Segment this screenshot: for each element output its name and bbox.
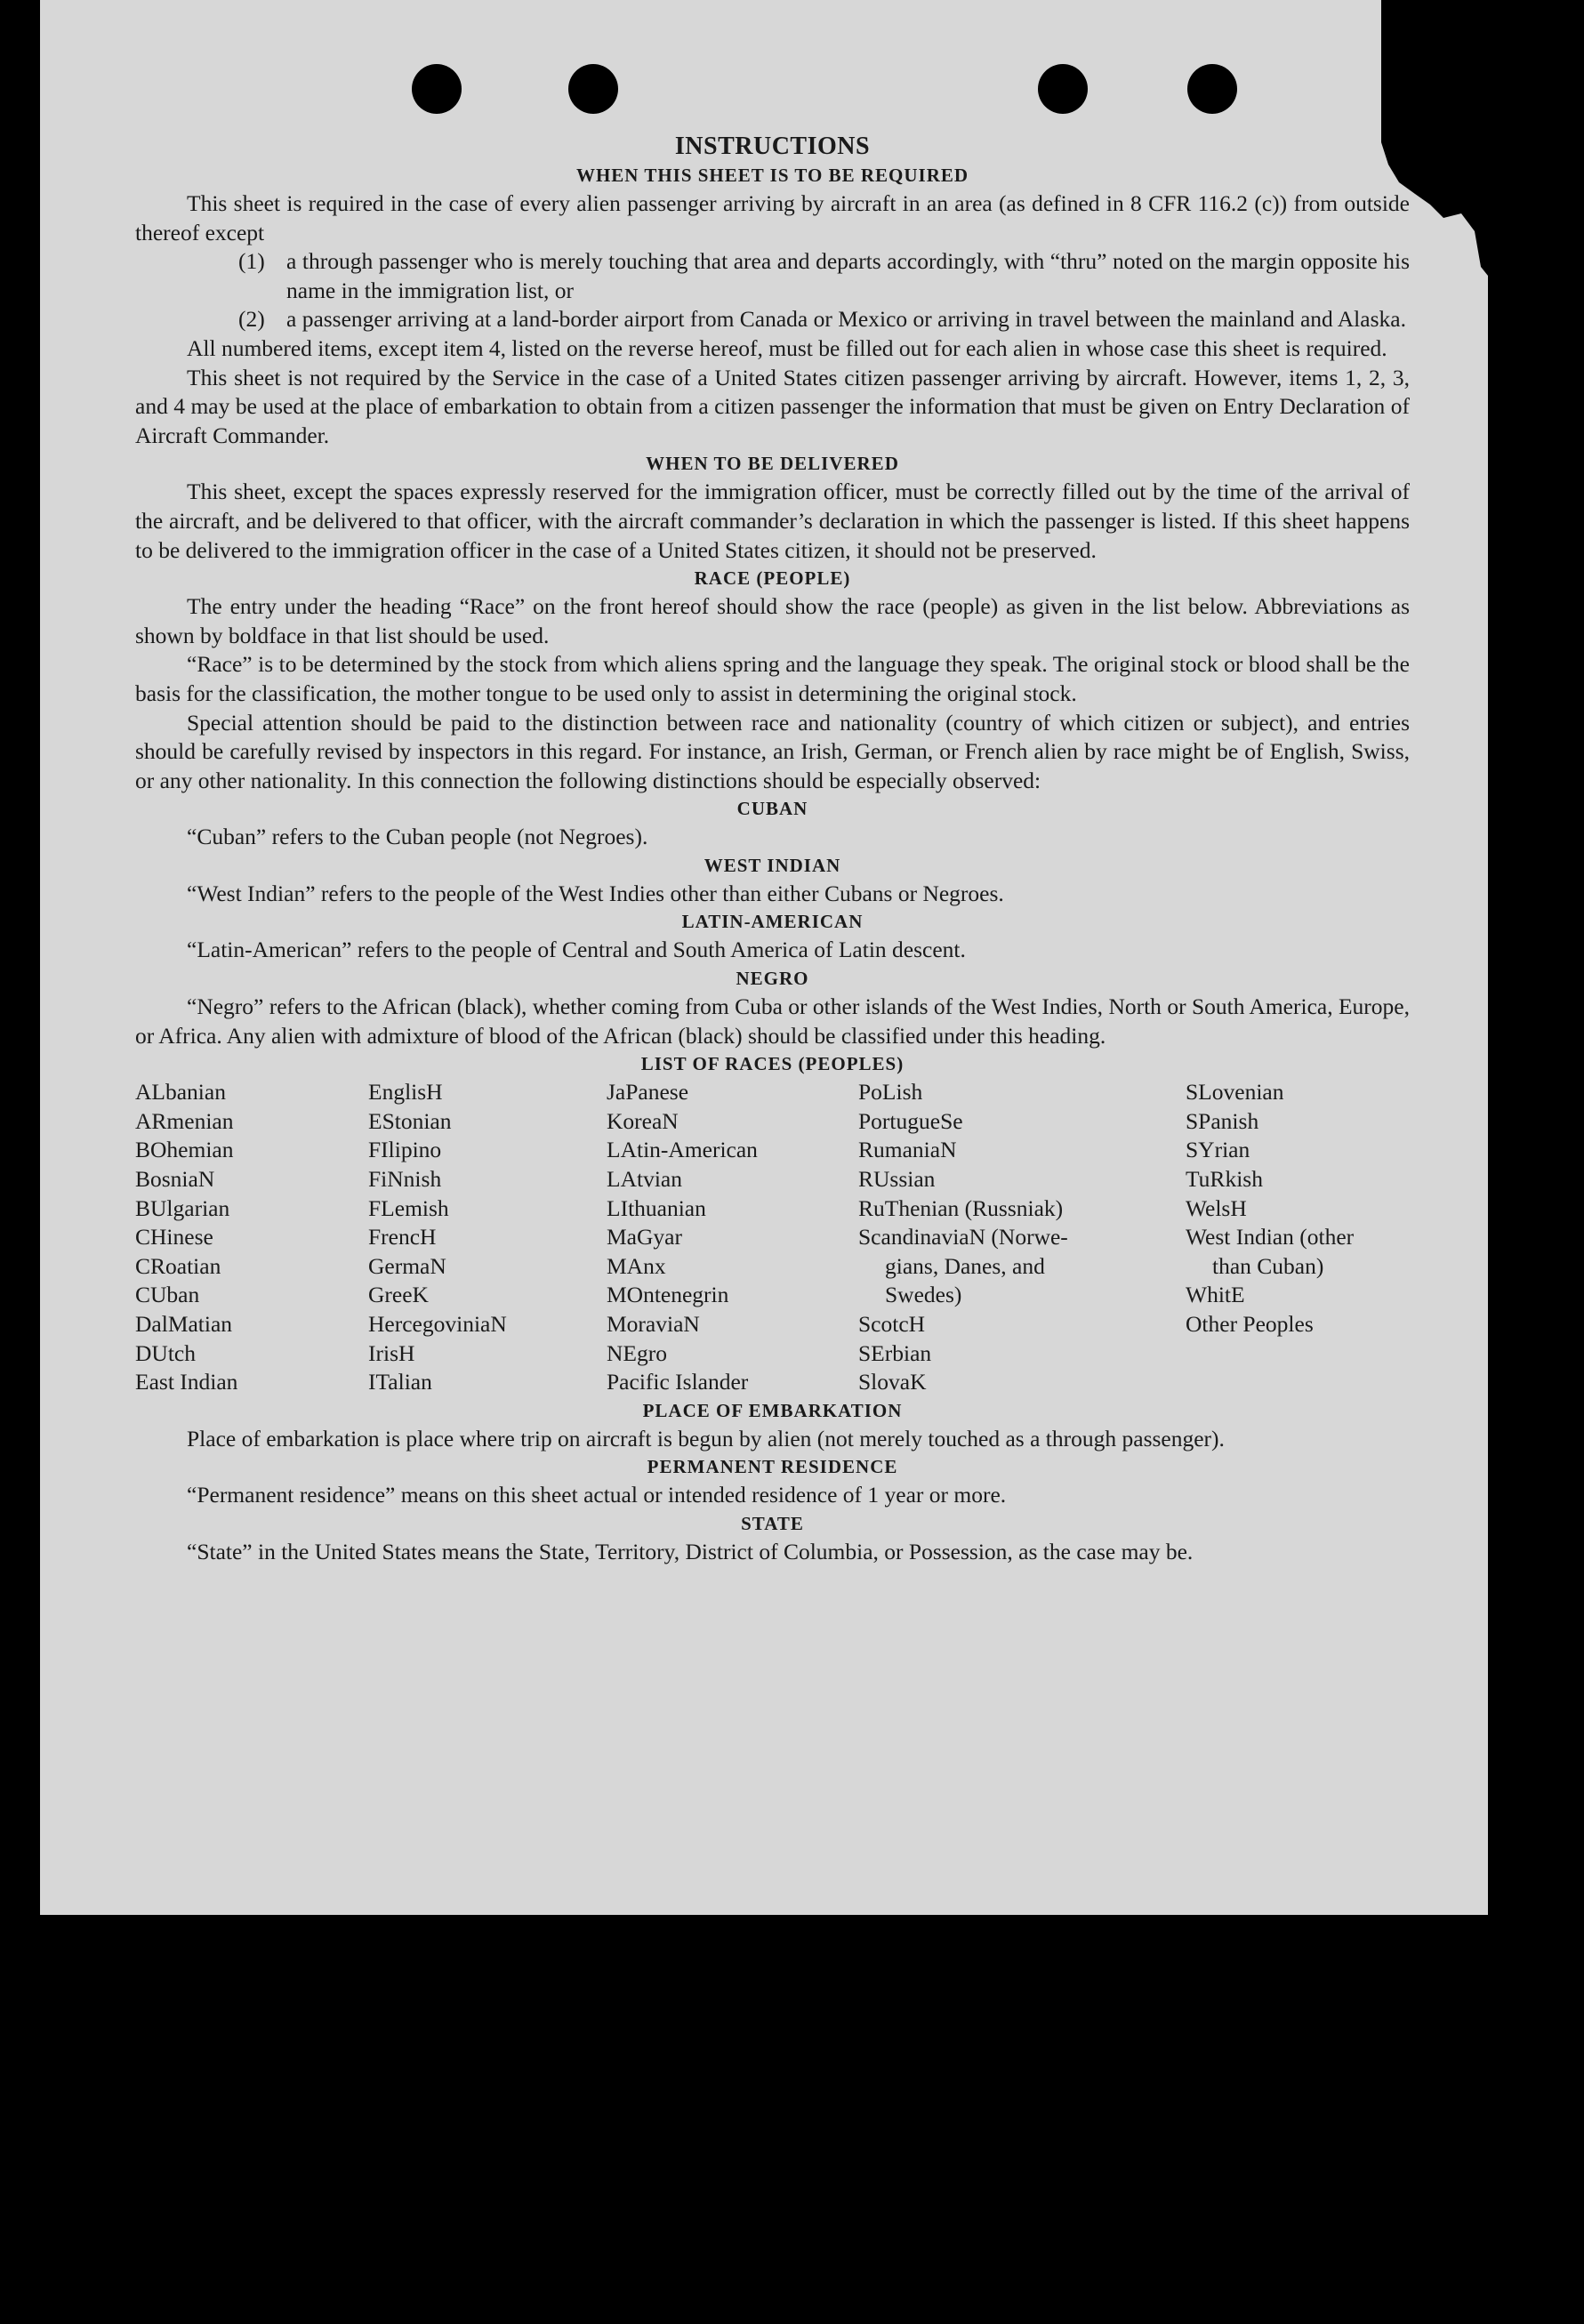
race-entry: Pacific Islander [607,1369,749,1395]
race-list-table [135,1078,1410,1397]
race-entry: BUlgarian [135,1194,230,1221]
race-entry: ITalian [368,1369,432,1395]
race-column-3 [607,1078,858,1397]
race-entry: MoraviaN [607,1311,700,1337]
race-entry: WelsH [1186,1194,1247,1221]
race-column-5 [1186,1078,1410,1397]
race-entry: ARmenian [135,1107,234,1134]
race-entry: GermaN [368,1252,446,1279]
race-column-1 [135,1078,368,1397]
race-entry: SErbian [858,1339,932,1366]
race-entry: East Indian [135,1369,238,1395]
race-entry: NEgro [607,1339,667,1366]
exception-item-text: a through passenger who is merely touching that area and departs accordingly, with “thru” noted on the margin opposite his name in the immigration list, or [286,248,1410,303]
race-entry: MaGyar [607,1224,682,1250]
heading-latin-american: LATIN-AMERICAN [681,911,864,933]
west-indian-para: “West Indian” refers to the people of the West Indies other than either Cubans or Negroes. [187,880,1004,906]
race-entry: CUban [135,1282,200,1308]
race-entry: GreeK [368,1282,429,1308]
embarkation-para: Place of embarkation is place where trip on aircraft is begun by alien (not merely touched as a through passenger). [187,1425,1225,1451]
punch-hole-3 [1038,64,1088,114]
page-title: INSTRUCTIONS [674,133,871,160]
exception-item-2 [238,305,1410,334]
state-para: “State” in the United States means the State, Territory, District of Columbia, or Possession, as the case may be. [187,1538,1194,1564]
race-entry: PortugueSe [858,1107,963,1134]
race-entry: TuRkish [1186,1166,1263,1193]
residence-para: “Permanent residence” means on this sheet actual or intended residence of 1 year or more. [187,1482,1007,1508]
race-entry: LAtin-American [607,1137,758,1163]
heading-cuban: CUBAN [736,798,808,820]
race-entry: LIthuanian [607,1194,706,1221]
exception-item-1 [238,247,1410,305]
race-entry: SYrian [1186,1137,1250,1163]
race-entry: FiNnish [368,1166,442,1193]
heading-list-of-races: LIST OF RACES (PEOPLES) [640,1053,905,1075]
heading-when-required: WHEN THIS SHEET IS TO BE REQUIRED [575,165,969,186]
punch-hole-2 [568,64,618,114]
when-required-para3: This sheet is not required by the Service in the case of a United States citizen passenger arriving by aircraft. However, items 1, 2, 3, and 4 may be used at the place of embarkation to obtain from a citizen passenger the information that must be given on Entry Declaration of Aircraft Commander. [135,364,1410,448]
race-entry: BOhemian [135,1137,234,1163]
race-entry: ALbanian [135,1079,226,1106]
exception-item-text: a passenger arriving at a land-border airport from Canada or Mexico or arriving in travel between the mainland and Alaska. [286,306,1406,333]
race-entry: ScandinaviaN (Norwe- [858,1224,1068,1250]
race-entry: RuThenian (Russniak) [858,1194,1064,1221]
race-entry: JaPanese [607,1079,689,1106]
heading-when-delivered: WHEN TO BE DELIVERED [646,453,899,475]
race-entry: LAtvian [607,1166,682,1193]
when-delivered-para: This sheet, except the spaces expressly reserved for the immigration officer, must be correctly filled out by the time of the arrival of the aircraft, and be delivered to that officer, with the aircraft commander’s declaration in which the passenger is listed. If this sheet happens to be delivered to the immigration officer in the case of a United States citizen, it should not be preserved. [135,478,1410,563]
punch-hole-1 [412,64,462,114]
race-entry: MOntenegrin [607,1282,729,1308]
race-entry: EnglisH [368,1079,443,1106]
race-entry: BosniaN [135,1166,215,1193]
race-entry: WhitE [1186,1282,1245,1308]
race-entry: EStonian [368,1107,452,1134]
when-required-intro: This sheet is required in the case of every alien passenger arriving by aircraft in an area (as defined in 8 CFR 116.2 (c)) from outside thereof except [135,190,1410,245]
heading-race: RACE (PEOPLE) [694,567,851,590]
race-entry: SlovaK [858,1369,927,1395]
race-entry: SPanish [1186,1107,1259,1134]
heading-west-indian: WEST INDIAN [704,854,841,876]
exception-item-number: (1) [238,248,265,275]
race-entry: CHinese [135,1224,213,1250]
race-entry: FrencH [368,1224,437,1250]
instructions-content [135,132,1410,1567]
race-column-2 [368,1078,607,1397]
negro-para: “Negro” refers to the African (black), whether coming from Cuba or other islands of the West Indies, North or South America, Europe, or Africa. Any alien with admixture of blood of the African (black) should be classified under this heading. [135,993,1410,1049]
race-para1: The entry under the heading “Race” on the front hereof should show the race (people) as given in the list below. Abbreviations as shown by boldface in that list should be used. [135,593,1410,648]
heading-embarkation: PLACE OF EMBARKATION [642,1399,903,1421]
race-entry-continuation: Swedes) [885,1282,962,1308]
race-entry: KoreaN [607,1107,679,1134]
race-entry: IrisH [368,1339,415,1366]
race-entry: ScotcH [858,1311,926,1337]
cuban-para: “Cuban” refers to the Cuban people (not Negroes). [187,824,648,850]
race-column-4 [858,1078,1186,1397]
race-entry: RUssian [858,1166,936,1193]
race-entry: FIlipino [368,1137,442,1163]
race-entry: West Indian (other [1186,1224,1355,1250]
race-entry: MAnx [607,1252,666,1279]
heading-negro: NEGRO [736,968,809,990]
punch-hole-4 [1187,64,1237,114]
race-entry-continuation: gians, Danes, and [885,1252,1045,1279]
race-entry: PoLish [858,1079,923,1106]
race-entry: SLovenian [1186,1079,1284,1106]
exception-item-number: (2) [238,306,265,333]
race-entry: FLemish [368,1194,449,1221]
race-entry: HercegoviniaN [368,1311,507,1337]
race-entry: RumaniaN [858,1137,957,1163]
race-entry: Other Peoples [1186,1311,1314,1337]
latin-american-para: “Latin-American” refers to the people of Central and South America of Latin descent. [187,937,966,963]
race-entry: DalMatian [135,1311,233,1337]
race-para2: “Race” is to be determined by the stock from which aliens spring and the language they speak. The original stock or blood shall be the basis for the classification, the mother tongue to be used only to assist in determining the original stock. [135,651,1410,706]
race-entry: CRoatian [135,1252,221,1279]
document-sheet [40,0,1488,1915]
heading-state: STATE [741,1512,804,1534]
race-entry-continuation: than Cuban) [1212,1252,1324,1279]
heading-permanent-residence: PERMANENT RESIDENCE [647,1456,898,1478]
when-required-para2: All numbered items, except item 4, listed on the reverse hereof, must be filled out for each alien in whose case this sheet is required. [187,334,1387,361]
race-entry: DUtch [135,1339,196,1366]
race-para3: Special attention should be paid to the distinction between race and nationality (country of which citizen or subject), and entries should be carefully revised by inspectors in this regard. For instance, an Irish, German, or French alien by race might be of English, Swiss, or any other nationality. In this connection the following distinctions should be especially observed: [135,709,1410,793]
